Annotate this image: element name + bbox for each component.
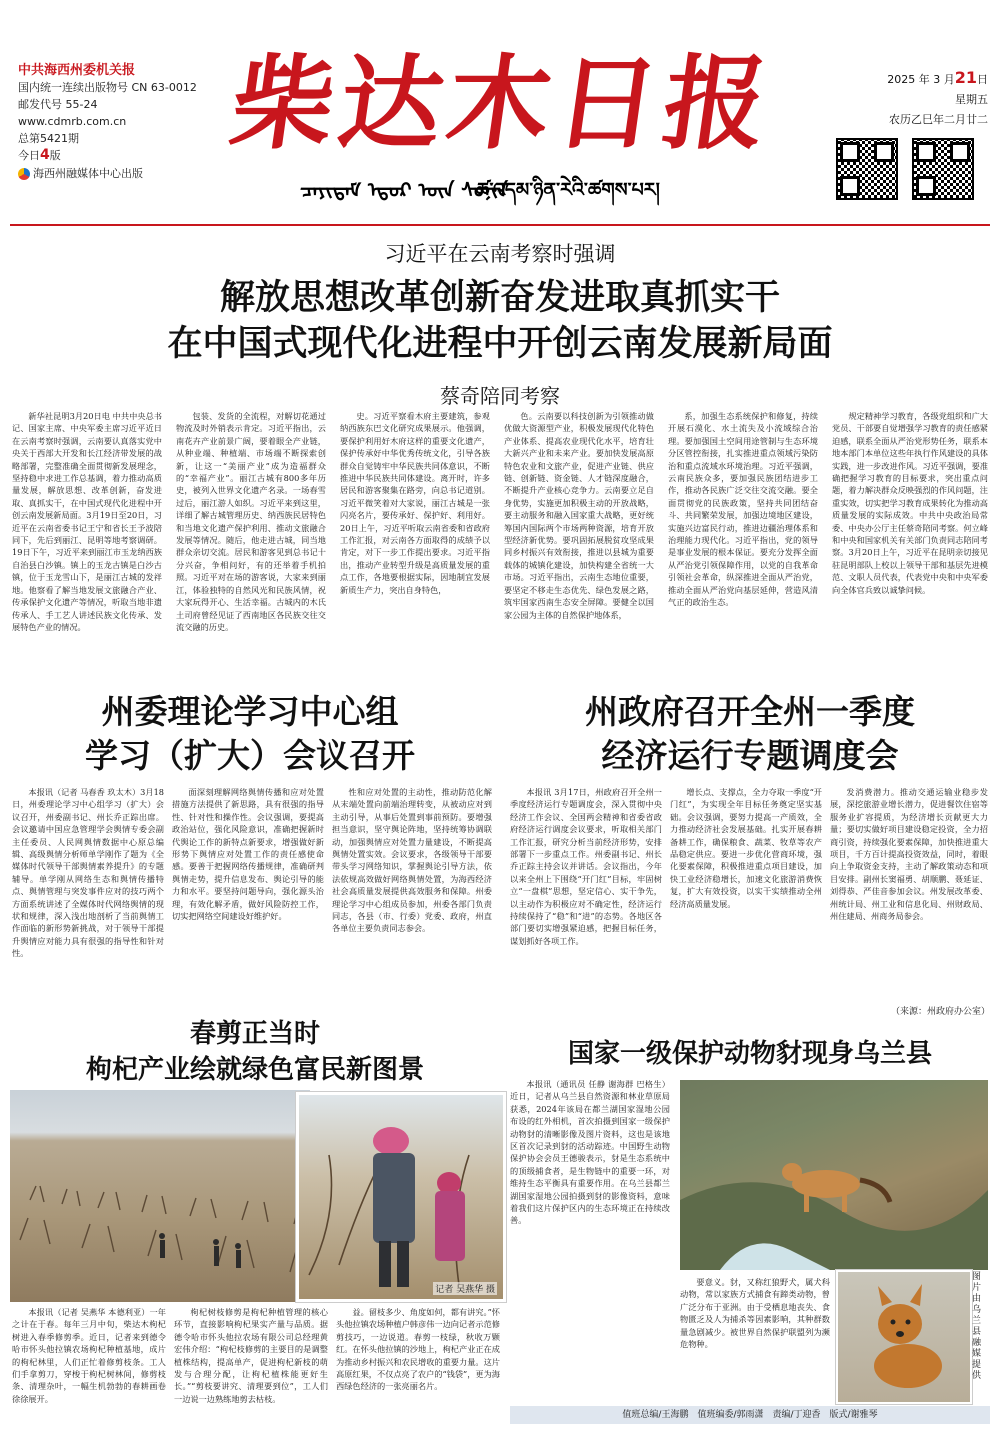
editor-footer: 值班总编/王海鹏 值班编委/郭雨潇 责编/丁迎香 版式/谢雅琴	[510, 1406, 990, 1424]
hidden-spacer	[684, 1274, 685, 1275]
lead-col-2	[176, 410, 326, 672]
story-left-col-2	[172, 786, 324, 1016]
story-right-col-1	[510, 786, 662, 1016]
story-bl-col-1	[12, 1306, 166, 1404]
lead-text-2: 包装、发货的全流程，对解切花通过物流及时外销表示肯定。习近平指出，云南花卉产业前景广阔，要着眼全产业链，从种业端、种植端、市场端不断探索创新，让这一“美丽产业”成为造福群众的“幸福产业”。丽江古城有800多年历史，被列入世界文化遗产名录。一场春雪过后，丽江游人如织。习近平来到这里，详细了解古城管理历史、纳西族民居特色和当地文化遗产保护利用、推动文旅融合发展等情况。随后，他走进古城，同当地群众亲切交流。居民和游客见到总书记十分兴奋，争相问好，有的还举着手机拍照。习近平对在场的游客说，大家来到丽江，体验独特的自然风光和民族风情，祝大家玩得开心、生活幸福。古城内的木氏土司府曾经见证了西南地区各民族交往交流交融的历史。	[176, 411, 326, 632]
lunar-date: 农历乙巳年二月廿二	[889, 113, 988, 126]
lead-col-4	[504, 410, 654, 672]
qr-code-icon[interactable]	[836, 138, 898, 200]
lead-text-4: 色。云南要以科技创新为引领推动做优做大资源型产业，积极发展现代化特色产业体系、提高农业现代化水平，培育壮大新兴产业和未来产业。要加快发展高原特色农业和文旅产业，促进产业链、供应链、创新链、资金链、人才链深度融合，不断提升产业核心竞争力。云南要立足自身优势，实施更加积极主动的开放战略，要主动服务和融入国家重大战略，更好统筹国内国际两个市场两种资源，培育开放型经济新优势。要巩固拓展脱贫攻坚成果同乡村振兴有效衔接，推进以县城为重要载体的城镇化建设，加快构建全省统一大市场。习近平指出，云南生态地位重要，要坚定不移走生态优先、绿色发展之路，筑牢国家西南生态安全屏障。要健全以国家公园为主体的自然保护地体系，	[504, 411, 654, 620]
lead-col-6	[832, 410, 988, 672]
story-br-col-1	[510, 1078, 670, 1394]
story-right-text-3: 发消费潜力。推动交通运输业稳步发展，深挖旅游业增长潜力，促进餐饮住宿等服务业扩容提质，为经济增长贡献更大力量；要切实做好项目建设稳定投资，全力招商引资，持续强化要素保障，加快推进重大项目，千方百计提高投资效益，同时，着眼向上争取资金支持，主动了解政策动态和项目安排。副州长窦福勇、胡顺鹏、聂延证、刘得恭、严佳音参加会议。州发展改革委、州统计局、州工业和信息化局、州财政局、州住建局、州商务局参会。	[830, 787, 988, 922]
issue-total: 总第5421期	[18, 132, 79, 145]
jackal-photo-2	[836, 1270, 972, 1404]
lead-kicker: 习近平在云南考察时强调	[384, 242, 616, 266]
story-left-text-1: 本报讯（记者 马春香 玖太木）3月18日，州委理论学习中心组学习（扩大）会议召开，州委副书记、州长乔正踪出席。会议邀请中国应急管理学会舆情专委会副主任委员、人民网舆情数据中心原总编辑、高级舆情分析师单学刚作了题为《全媒体时代领导干部舆情素养提升》的专题辅导。单学刚从网络生态和舆情传播特点、舆情管理与突发事件应对的技巧两个方面系统讲述了全媒体时代网络舆情的现状和规律，深入浅出地剖析了当前舆情工作面临的新形势新挑战，对于领导干部提升舆情应对能力具有很强的指导性和针对性。	[12, 787, 164, 959]
story-left-headline	[20, 690, 480, 778]
pruning-scene-graphic	[299, 1095, 503, 1299]
masthead-scripts	[300, 168, 770, 202]
date-prefix: 2025 年 3 月	[887, 73, 955, 86]
media-center	[18, 165, 218, 182]
date-block	[848, 68, 988, 130]
lead-text-3: 史。习近平察看木府主要建筑，参观纳西族东巴文化研究成果展示。他强调，要保护利用好木府这样的重要文化遗产，保护传承好中华优秀传统文化，引导各族群众自觉铸牢中华民族共同体意识，不断推进中华民族共同体建设。离开时，许多居民和游客聚集在路旁，向总书记道别。习近平微笑着对大家说，丽江古城是一张闪亮名片，要传承好、保护好、利用好。20日上午，习近平听取云南省委和省政府工作汇报，对云南各方面取得的成绩予以肯定，对下一步工作提出要求。习近平指出，推动产业转型升级是高质量发展的重点工作，各地要根据实际，因地制宜发展新质生产力，突出自身特色，	[340, 411, 490, 595]
story-left-col-1	[12, 786, 164, 1016]
story-bl-headline	[10, 1016, 500, 1088]
jackal-closeup-graphic	[838, 1272, 970, 1402]
tibetan-title: ཚ་འདམ་ཉིན་རེའི་ཚགས་པར།	[476, 179, 660, 201]
masthead-text: 柴达木日报	[223, 45, 781, 164]
story-bl-text-1: 本报讯（记者 吴燕华 本德利亚）一年之计在于春。每年三月中旬，柴达木枸杞树进入春季修剪季。近日，记者来到德令哈市怀头他拉镇农场枸杞种植基地，成片的枸杞林里，人们正忙着修剪枝条。工人们手拿剪刀，穿梭于枸杞树林间，修剪枝条、清理杂叶，一幅生机勃勃的春耕画卷徐徐展开。	[12, 1307, 166, 1404]
story-right-headline	[510, 690, 990, 778]
lead-col-5	[668, 410, 818, 672]
jackal-scene-graphic	[680, 1080, 988, 1270]
photo-credit: 记者 吴燕华 摄	[433, 1282, 497, 1295]
date-suffix: 日	[977, 73, 988, 86]
story-right-text-1: 本报讯 3月17日，州政府召开全州一季度经济运行专题调度会，深入贯彻中央经济工作会议、全国两会精神和省委省政府经济运行调度会议要求，听取相关部门工作汇报，研究分析当前经济形势，安排部署下一步重点工作。州委副书记、州长乔正踪主持会议并讲话。会议指出，今年以来全州上下围绕“开门红”目标，牢固树立“一盘棋”思想，坚定信心、实干争先，以主动作为积极应对不确定性，经济运行持续保持了“稳”和“进”的态势。各地区各部门要切实增强紧迫感，把握目标任务，谋划抓好各项工作。	[510, 787, 662, 946]
masthead-left-info	[18, 62, 218, 182]
story-bl-text-3: 益。留枝多少、角度如何，都有讲究。”怀头他拉镇农场种植户韩彦伟一边向记者示范修剪技巧，一边说道。春剪一枝绿，秋收万颗红。在怀头他拉镇的沙地上，枸杞产业正在成为推动乡村振兴和农民增收的重要力量。这片高原红果，不仅点亮了农户的“钱袋”，更为海西绿色经济的一张亮丽名片。	[336, 1307, 500, 1392]
lead-text-6: 规定精神学习教育，各级党组织和广大党员、干部要自觉增强学习教育的责任感紧迫感，联系全面从严治党形势任务，联系本地本部门本单位这些年执行作风建设的具体实践，进一步改进作风。习近平强调，要准确把握学习教育的目标要求，突出重点问题，着力解决群众反映强烈的作风问题，注重实效，切实把学习教育成果转化为推动高质量发展的实际成效。中共中央政治局常委、中央办公厅主任蔡奇陪同考察。何立峰和中央和国家机关有关部门负责同志陪同考察。3月20日上午，习近平在昆明亲切接见驻昆明部队上校以上领导干部和基层先进模范、文职人员代表，代表党中央和中央军委向全体官兵致以诚挚问候。	[832, 411, 988, 595]
pages-num: 4	[40, 147, 50, 163]
qr-code-icon-2[interactable]	[912, 138, 974, 200]
story-br-text-2: 要意义。豺，又称红狼野犬，属犬科动物，常以家族方式捕食有蹄类动物，曾广泛分布于亚洲。由于受栖息地丧失、食物匮乏及人为捕杀等因素影响，其种群数量急剧减少。被世界自然保护联盟列为濒危物种。	[680, 1277, 830, 1350]
cn-number: 国内统一连续出版物号 CN 63-0012	[18, 81, 197, 94]
story-right-headline-2: 经济运行专题调度会	[601, 736, 899, 775]
pages-today	[18, 147, 218, 164]
story-left-text-3: 性和应对处置的主动性，推动防范化解从末端处置向前端治理转变，从被动应对到主动引导，从事后处置到事前预防。要增强担当意识，坚守舆论阵地，坚持统筹协调联动，加强舆情应对处置力量建设，不断提高舆情处置实效。会议要求，各级领导干部要带头学习网络知识，掌握舆论引导方法，依法依规高效做好网络舆情处置，为海西经济社会高质量发展提供高效服务和保障。州委理论学习中心组成员参加，州委各部门负责同志，各县（市、行委）党委、政府，州直各单位主要负责同志参会。	[332, 787, 492, 934]
lead-col-3	[340, 410, 490, 672]
story-br-headline: 国家一级保护动物豺现身乌兰县	[567, 1039, 932, 1069]
masthead-divider	[10, 224, 990, 226]
story-br-text-1: 本报讯（通讯员 任静 谢海群 巴格生）近日，记者从乌兰县自然资源和林业草原局获悉，2024年该局在都兰湖国家湿地公园布设的红外相机，首次拍摄到国家一级保护动物豺的清晰影像及图片资料，这也是该地区首次记录到豺的活动踪迹。中国野生动物保护协会会员王德骏表示，豺是生态系统中的顶级捕食者，是生物链中的重要一环，对维持生态平衡具有重要作用。在乌兰县都兰湖国家湿地公园拍摄到豺的影像资料，意味着我们这片保护区内的生态环境正在持续改善。	[510, 1079, 670, 1226]
media-center-label: 海西州融媒体中心出版	[33, 167, 143, 180]
story-right-text-2: 增长点、支撑点，全力夺取一季度“开门红”，为实现全年目标任务奠定坚实基础。会议强调，要努力提高一产质效，全力推动经济社会发展基础。扎实开展春耕备耕工作，确保粮食、蔬菜、牧草等农产品稳定供应。要进一步优化营商环境，强化要素保障，积极推进重点项目建设，加快工业经济稳增长，加速文化旅游消费恢复，扩大有效投资，以实干实绩推动全州经济高质量发展。	[670, 787, 822, 909]
masthead-title	[223, 45, 781, 164]
postal-code: 邮发代号 55-24	[18, 98, 98, 111]
story-bl-headline-2: 枸杞产业绘就绿色富民新图景	[85, 1055, 424, 1085]
story-right-col-2	[670, 786, 822, 1016]
story-left-headline-1: 州委理论学习中心组	[101, 692, 399, 731]
story-bl-headline-1: 春剪正当时	[189, 1019, 320, 1049]
story-left-headline-2: 学习（扩大）会议召开	[85, 736, 415, 775]
story-right-source: （来源：州政府办公室）	[890, 1007, 990, 1017]
story-br-col-2	[680, 1276, 830, 1394]
organ-label: 中共海西州委机关报	[18, 63, 136, 78]
story-bl-col-2	[174, 1306, 328, 1404]
pruning-photo	[296, 1092, 506, 1302]
pages-label: 今日	[18, 149, 40, 162]
lead-col-1	[12, 410, 162, 672]
story-bl-text-2: 枸杞树枝修剪是枸杞种植管理的核心环节，直接影响枸杞果实产量与品质。据德令哈市怀头他拉农场有限公司总经理黄宏伟介绍：“枸杞枝修剪的主要目的是调整植株结构，提高单产，促进枸杞新枝的萌发与合理分配，让枸杞植株能更好生长。”“剪枝要讲究、清理要到位”，工人们一边说一边熟练地剪去枯枝。	[174, 1307, 328, 1404]
lead-text-1: 新华社昆明3月20日电 中共中央总书记、国家主席、中央军委主席习近平近日在云南考察时强调，云南要认真落实党中央关于西部大开发和长江经济带发展的战略部署，完整准确全面贯彻新发展理念，坚持稳中求进工作总基调，着力推动高质量发展，解放思想、改革创新，奋发进取、真抓实干，在中国式现代化进程中开创云南发展新局面。3月19日至20日，习近平在云南省委书记王宁和省长王予波陪同下，先后到丽江、昆明等地考察调研。19日下午，习近平来到丽江市玉龙纳西族自治县白沙镇。镇上的玉龙古镇是白沙古镇，位于玉龙雪山下，是丽江古城的发祥地。他察看了解当地发展文旅融合产业、传承保护文化遗产等情况，听取当地非遗传承人、手工艺人讲述民族文化传承、发展特色产业的情况。	[12, 411, 162, 632]
lead-headline-1: 解放思想改革创新奋发进取真抓实干	[219, 278, 780, 318]
orchard-scene-graphic	[10, 1090, 310, 1302]
pages-unit: 版	[49, 149, 61, 162]
lead-subhead: 蔡奇陪同考察	[440, 384, 560, 408]
lead-headline-2: 在中国式现代化进程中开创云南发展新局面	[167, 324, 833, 364]
story-left-text-2: 面深刻理解网络舆情传播和应对处置措施方法提供了新思路，具有很强的指导性、针对性和操作性。会议强调，要提高政治站位，强化风险意识，准确把握新时代舆论工作的新特点新要求，增强做好新形势下舆情应对处置工作的责任感使命感。要善于把握网络传播规律，准确研判舆情走势，提升信息发布、舆论引导的能力和水平。要坚持问题导向，强化源头治理，有效化解矛盾，做好风险防控工作，切实把网络空间建设好维护好。	[172, 787, 324, 922]
mongolian-title: ᠴᠠᠶᠢᠳᠠᠮ ᠡᠳᠦᠷ ᠦᠨ ᠰᠣᠨᠢᠨ	[300, 178, 508, 202]
orchard-photo	[10, 1090, 310, 1302]
media-logo-icon	[18, 168, 30, 180]
photo-side-caption: 图片由乌兰县融媒提供	[972, 1272, 982, 1381]
jackal-photo-1	[680, 1080, 988, 1270]
website-link[interactable]: www.cdmrb.com.cn	[18, 115, 127, 128]
story-right-headline-1: 州政府召开全州一季度	[585, 692, 915, 731]
story-right-col-3	[830, 786, 988, 1002]
story-bl-col-3	[336, 1306, 500, 1404]
weekday: 星期五	[955, 93, 988, 106]
story-left-col-3	[332, 786, 492, 1016]
date-day: 21	[954, 68, 977, 87]
lead-text-5: 系，加强生态系统保护和修复，持续开展石漠化、水土流失及小流域综合治理。要加强国土空间用途管制与生态环境分区管控衔接，扎实推进重点领域污染防治和重点流域水环境治理。习近平强调，云南民族众多，要加强民族团结进步工作，推动各民族广泛交往交流交融。要全面贯彻党的民族政策，坚持共同团结奋斗、共同繁荣发展，加强边境地区建设，实施兴边富民行动，推进边疆治理体系和治理能力现代化。习近平指出，党的领导是事业发展的根本保证。要充分发挥全面从严治党引领保障作用，以党的自我革命引领社会革命，纵深推进全面从严治党，推动全面从严治党向基层延伸，营造风清气正的政治生态。	[668, 411, 818, 608]
date-line	[848, 68, 988, 90]
